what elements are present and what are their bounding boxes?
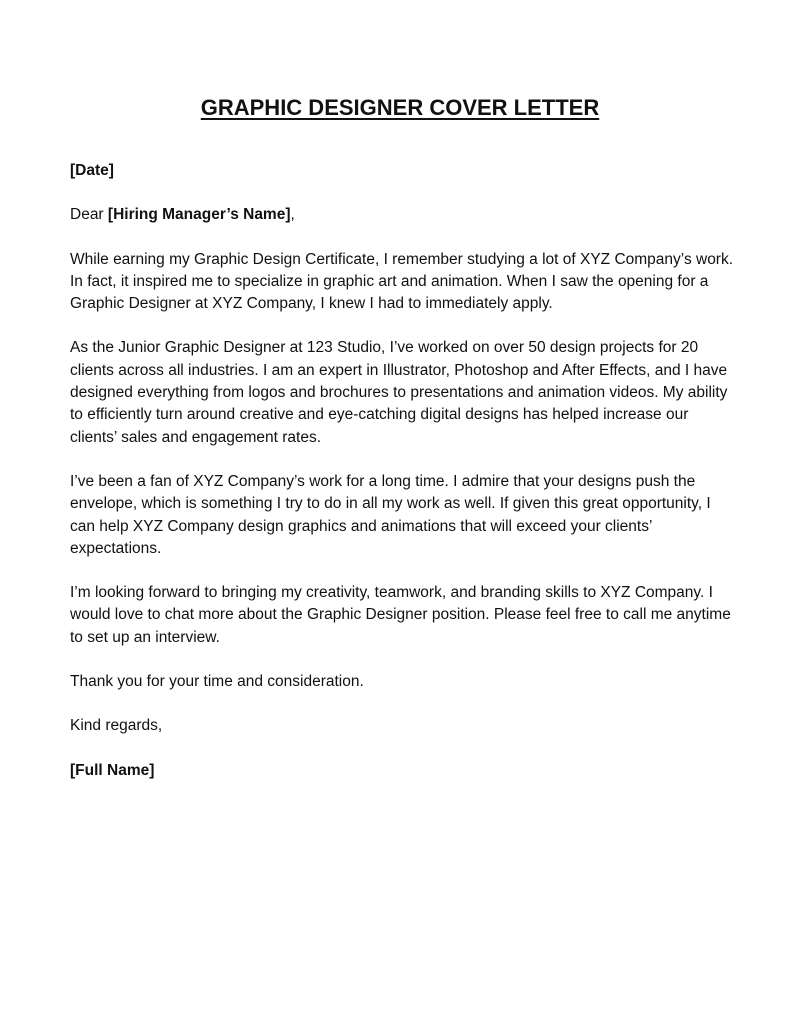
body-paragraph-experience: As the Junior Graphic Designer at 123 Studio, I’ve worked on over 50 design projects for 20 clients across all industries. I am an expert in Illustrator, Photoshop and After Effects, and I have designed everything from logos and brochures to presentations and animation videos. My ability to efficiently turn around creative and eye-catching digital designs has helped increase our clients’ sales and engagement rates.: [70, 339, 728, 446]
page-title: GRAPHIC DESIGNER COVER LETTER: [200, 95, 600, 120]
closing-line: Kind regards,: [70, 717, 163, 735]
date-placeholder: [Date]: [70, 162, 114, 179]
body-paragraph-interest: I’ve been a fan of XYZ Company’s work for a long time. I admire that your designs push the envelope, which is something I try to do in all my work as well. If given this great opportunity, I can help XYZ Company design graphics and animations that will exceed your clients’ expectations.: [70, 472, 711, 557]
letter-body: [70, 160, 735, 804]
salutation-suffix: ,: [290, 206, 295, 224]
body-paragraph-closing: I’m looking forward to bringing my creativity, teamwork, and branding skills to XYZ Company. I would love to chat more about the Graphic Designer position. Please feel free to call me anytime to set up an interview.: [70, 584, 731, 646]
salutation-prefix: Dear: [70, 206, 108, 224]
signature-placeholder: [Full Name]: [70, 761, 155, 779]
thank-you-line: Thank you for your time and consideration.: [70, 673, 364, 691]
salutation: [70, 204, 735, 226]
body-paragraph-intro: While earning my Graphic Design Certificate, I remember studying a lot of XYZ Company’s work. In fact, it inspired me to specialize in graphic art and animation. When I saw the opening for a Graphic Designer at XYZ Company, I knew I had to immediately apply.: [70, 250, 734, 313]
hiring-manager-name-placeholder: [Hiring Manager’s Name]: [107, 206, 291, 224]
